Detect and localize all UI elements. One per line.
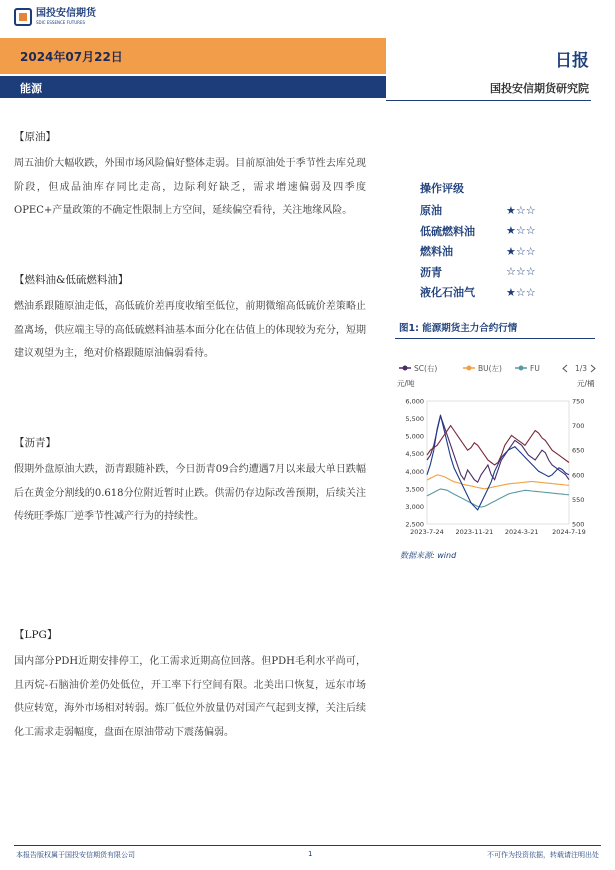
series-line (427, 475, 569, 489)
header-divider (386, 100, 591, 101)
rating-commodity: 液化石油气 (420, 286, 475, 300)
x-tick-label: 2024-7-19 (552, 528, 586, 536)
rating-row (420, 262, 570, 283)
rating-heading: 操作评级 (420, 182, 464, 195)
legend-label: BU(左) (478, 364, 502, 373)
logo-name-en: SDIC ESSENCE FUTURES (36, 20, 86, 25)
chart-pager: 1/3 (575, 364, 588, 373)
y-right-tick-label: 650 (572, 446, 585, 455)
star-rating-icon: ★☆☆ (506, 203, 536, 217)
series-line (427, 489, 569, 507)
figure-source: 数据来源: wind (400, 551, 457, 560)
rating-row (420, 200, 570, 221)
rating-commodity: 燃料油 (420, 245, 453, 259)
star-rating-icon: ★☆☆ (506, 224, 536, 238)
y-right-tick-label: 500 (572, 520, 585, 529)
sector-label: 能源 (20, 82, 42, 95)
company-logo (14, 8, 96, 26)
rating-row (420, 241, 570, 262)
rating-table (420, 180, 570, 303)
y-left-tick-label: 3,500 (405, 485, 424, 494)
footer-disclaimer: 不可作为投资依据，转载请注明出处 (487, 851, 599, 859)
y-left-unit: 元/吨 (397, 379, 415, 388)
footer-copyright: 本报告版权属于国投安信期货有限公司 (16, 851, 135, 859)
rating-commodity: 沥青 (420, 265, 442, 279)
y-left-tick-label: 4,000 (405, 467, 424, 476)
legend-marker (467, 366, 472, 371)
rating-commodity: 原油 (420, 204, 442, 218)
star-rating-icon: ★☆☆ (506, 285, 536, 299)
y-left-tick-label: 5,500 (405, 415, 424, 424)
section-crude-oil (14, 128, 366, 271)
pager-prev-icon (563, 365, 567, 372)
legend-marker (403, 366, 408, 371)
y-right-tick-label: 700 (572, 422, 585, 431)
section-lpg (14, 626, 366, 744)
y-left-tick-label: 6,000 (405, 397, 424, 406)
y-right-tick-label: 550 (572, 495, 585, 504)
section-fuel-oil (14, 271, 366, 434)
section-body: 国内部分PDH近期安排停工，化工需求近期高位回落。但PDH毛利水平尚可，且丙烷-石脑油价差仍处低位，开工率下行空间有限。北美出口恢复，远东市场供应转宽，海外市场相对转弱。炼厂低位外放量仍对国产气起到支撑，关注后续化工需求走弱幅度，盘面在原油带动下震荡偏弱。 (14, 656, 366, 738)
star-rating-icon: ☆☆☆ (506, 265, 536, 279)
rating-row (420, 221, 570, 242)
x-tick-label: 2023-11-21 (455, 528, 494, 536)
rating-commodity: 低硫燃料油 (420, 224, 475, 238)
y-right-tick-label: 750 (572, 397, 585, 406)
legend-marker (519, 366, 524, 371)
energy-futures-chart (395, 356, 600, 541)
sector-banner (0, 76, 386, 98)
y-left-tick-label: 4,500 (405, 450, 424, 459)
section-body: 周五油价大幅收跌，外围市场风险偏好整体走弱。目前原油处于季节性去库兑现阶段，但成品油库存同比走高，边际利好缺乏，需求增速偏弱及四季度OPEC+产量政策的不确定性限制上方空间，延续偏空看待，关注地缘风险。 (14, 158, 366, 216)
date-banner (0, 38, 386, 74)
figure-divider (395, 338, 595, 339)
y-right-tick-label: 600 (572, 471, 585, 480)
y-left-tick-label: 5,000 (405, 432, 424, 441)
y-left-tick-label: 3,000 (405, 502, 424, 511)
section-body: 燃油系跟随原油走低，高低硫价差再度收缩至低位，前期微缩高低硫价差策略止盈离场，供应端主导的高低硫燃料油基本面分化在估值上的体现较为充分，短期建议观望为主，绝对价格跟随原油偏弱看待。 (14, 301, 366, 359)
section-body: 假期外盘原油大跌，沥青跟随补跌，今日沥青09合约遭遇7月以来最大单日跌幅后在黄金分割线的0.618分位附近暂时止跌。供需仍存边际改善预期，后续关注传统旺季炼厂逆季节性减产行为的持续性。 (14, 464, 366, 522)
logo-name-cn: 国投安信期货 (36, 8, 96, 19)
institute-name: 国投安信期货研究院 (490, 82, 589, 95)
star-rating-icon: ★☆☆ (506, 244, 536, 258)
pager-next-icon (591, 365, 595, 372)
legend-label: SC(右) (414, 364, 438, 373)
legend-label: FU (530, 364, 540, 373)
x-tick-label: 2024-3-21 (504, 528, 539, 536)
chart-svg (395, 356, 600, 541)
report-type-title: 日报 (555, 51, 589, 71)
section-title: 【沥青】 (14, 437, 56, 449)
commentary-column (14, 128, 366, 744)
x-tick-label: 2023-7-24 (410, 528, 444, 536)
section-asphalt (14, 434, 366, 626)
page-number: 1 (308, 850, 313, 858)
rating-row (420, 282, 570, 303)
logo-mark-icon (14, 8, 32, 26)
report-date: 2024年07月22日 (20, 50, 123, 64)
y-right-unit: 元/桶 (577, 379, 595, 388)
section-title: 【燃料油&低硫燃料油】 (14, 274, 129, 286)
section-title: 【LPG】 (14, 629, 58, 641)
y-left-tick-label: 2,500 (405, 520, 424, 529)
section-title: 【原油】 (14, 131, 56, 143)
footer-divider (14, 845, 601, 846)
figure-title: 图1: 能源期货主力合约行情 (399, 323, 518, 334)
